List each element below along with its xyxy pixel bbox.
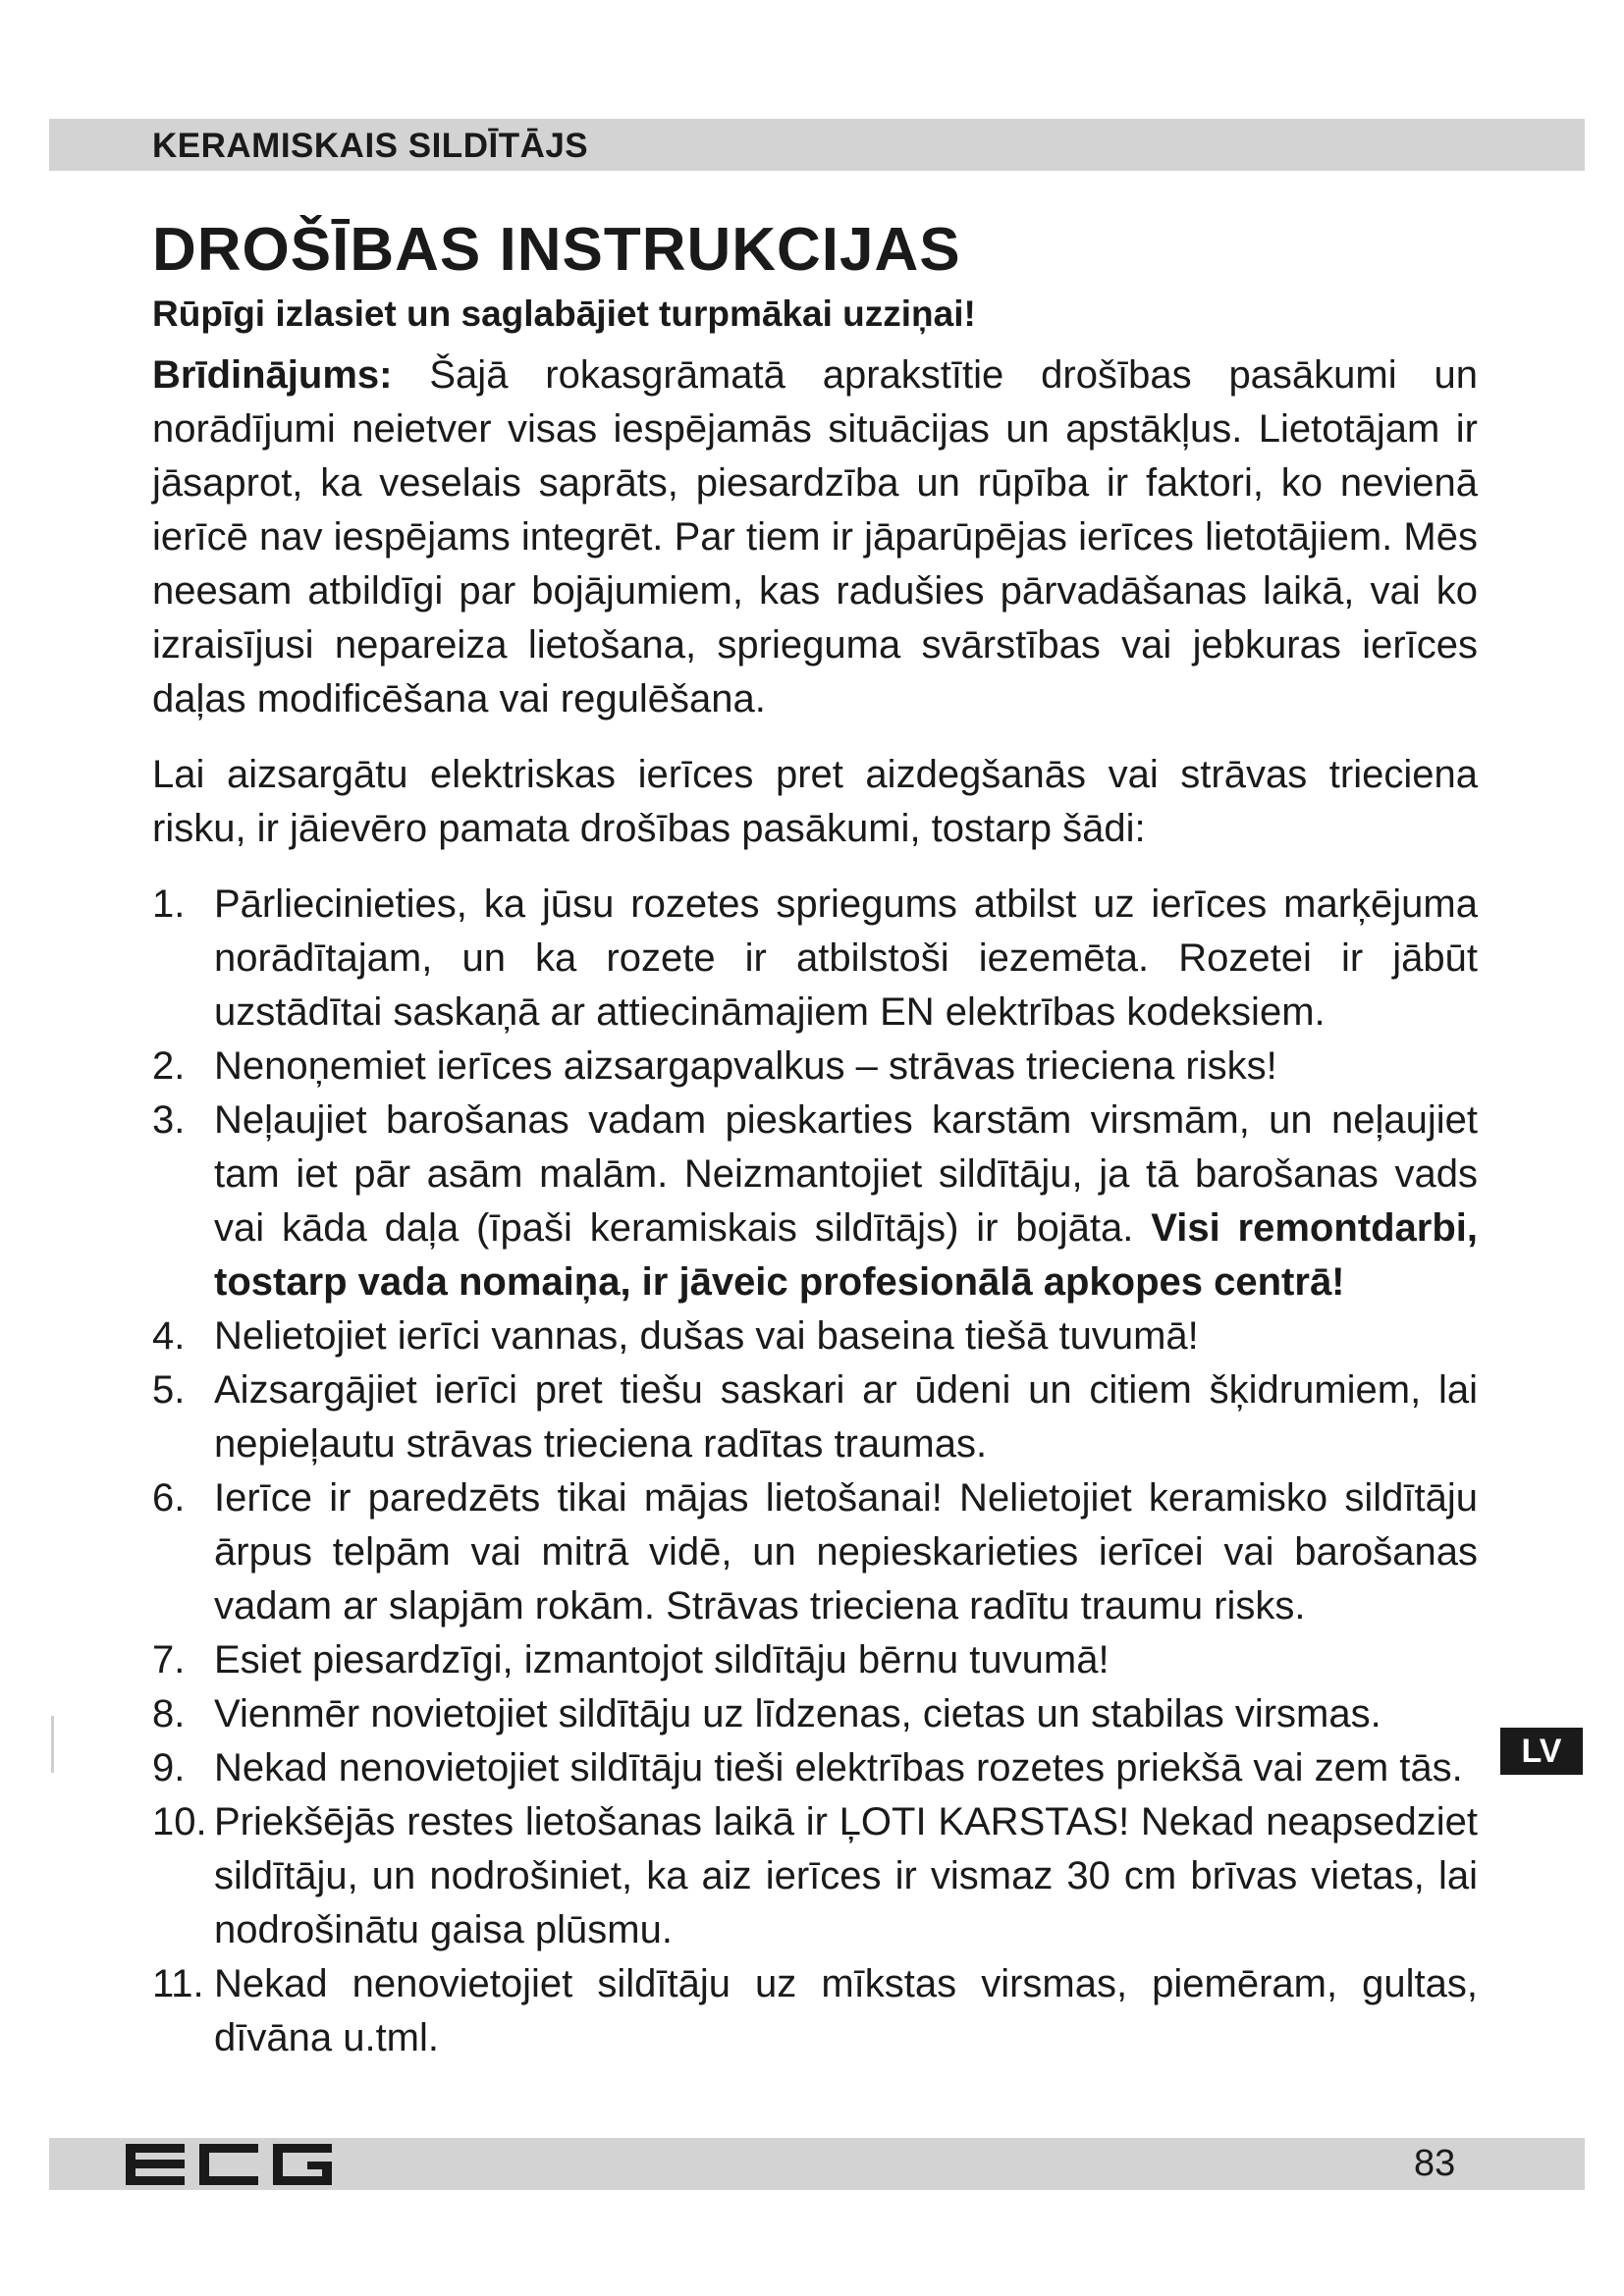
list-item	[152, 1094, 1478, 1309]
language-badge: LV	[1500, 1728, 1583, 1775]
list-item-number: 6.	[152, 1476, 186, 1520]
list-item-text: Vienmēr novietojiet sildītāju uz līdzenas, cietas un stabilas virsmas.	[214, 1692, 1381, 1735]
page-subtitle: Rūpīgi izlasiet un saglabājiet turpmākai uzziņai!	[152, 294, 976, 334]
list-item-number: 3.	[152, 1098, 186, 1142]
list-item-number: 10.	[152, 1800, 207, 1843]
margin-mark	[51, 1716, 54, 1773]
list-item-number: 7.	[152, 1638, 186, 1682]
list-item-text: Aizsargājiet ierīci pret tiešu saskari ar ūdeni un citiem šķidrumiem, lai nepieļautu strāvas trieciena radītas traumas.	[214, 1368, 1478, 1466]
list-item-text: Esiet piesardzīgi, izmantojot sildītāju bērnu tuvumā!	[214, 1638, 1110, 1682]
header-title: KERAMISKAIS SILDĪTĀJS	[152, 127, 589, 165]
list-item	[152, 1363, 1478, 1471]
warning-label: Brīdinājums:	[152, 353, 393, 397]
list-item-text: Nelietojiet ierīci vannas, dušas vai baseina tiešā tuvumā!	[214, 1314, 1199, 1358]
list-item	[152, 1309, 1478, 1363]
header-bar	[49, 119, 1585, 171]
list-item	[152, 1633, 1478, 1687]
list-item-number: 5.	[152, 1368, 186, 1412]
list-item-text: Nenoņemiet ierīces aizsargapvalkus – strāvas trieciena risks!	[214, 1044, 1277, 1088]
list-item-number: 9.	[152, 1746, 186, 1789]
list-item-number: 1.	[152, 882, 186, 926]
list-item	[152, 1795, 1478, 1957]
list-item	[152, 1471, 1478, 1633]
list-item	[152, 1957, 1478, 2065]
list-item	[152, 1040, 1478, 1094]
list-item-text: Nekad nenovietojiet sildītāju uz mīkstas virsmas, piemēram, gultas, dīvāna u.tml.	[214, 1962, 1478, 2059]
list-item-text: Priekšējās restes lietošanas laikā ir ĻOTI KARSTAS! Nekad neapsedziet sildītāju, un nodrošiniet, ka aiz ierīces ir vismaz 30 cm brīvas vietas, lai nodrošinātu gaisa plūsmu.	[214, 1800, 1478, 1951]
main-content	[152, 211, 1478, 2065]
warning-paragraph	[152, 348, 1478, 726]
list-item-text: Pārliecinieties, ka jūsu rozetes spriegums atbilst uz ierīces marķējuma norādītajam, un ka rozete ir atbilstoši iezemēta. Rozetei ir jābūt uzstādītai saskaņā ar attiecināmajiem EN elektrības kodeksiem.	[214, 882, 1478, 1034]
list-item	[152, 1687, 1478, 1741]
page-number: 83	[1414, 2143, 1456, 2184]
list-item	[152, 1741, 1478, 1795]
list-item-number: 2.	[152, 1044, 186, 1088]
warning-text: Šajā rokasgrāmatā aprakstītie drošības pasākumi un norādījumi neietver visas iespējamās situācijas un apstākļus. Lietotājam ir jāsaprot, ka veselais saprāts, piesardzība un rūpība ir faktori, ko nevienā ierīcē nav iespējams integrēt. Par tiem ir jāparūpējas ierīces lietotājiem. Mēs neesam atbildīgi par bojājumiem, kas radušies pārvadāšanas laikā, vai ko izraisījusi nepareiza lietošana, sprieguma svārstības vai jebkuras ierīces daļas modificēšana vai regulēšana.	[152, 353, 1478, 721]
list-item-text: Nekad nenovietojiet sildītāju tieši elektrības rozetes priekšā vai zem tās.	[214, 1746, 1463, 1789]
list-item-number: 4.	[152, 1314, 186, 1358]
list-item-text: Neļaujiet barošanas vadam pieskarties karstām virsmām, un neļaujiet tam iet pār asām malām. Neizmantojiet sildītāju, ja tā barošanas vads vai kāda daļa (īpaši keramiskais sildītājs) ir bojāta.	[214, 1098, 1478, 1250]
list-item	[152, 878, 1478, 1040]
list-item-number: 11.	[152, 1962, 204, 2005]
safety-list	[152, 878, 1478, 2065]
intro-paragraph: Lai aizsargātu elektriskas ierīces pret aizdegšanās vai strāvas trieciena risku, ir jāievēro pamata drošības pasākumi, tostarp šādi:	[152, 753, 1478, 850]
list-item-text: Ierīce ir paredzēts tikai mājas lietošanai! Nelietojiet keramisko sildītāju ārpus telpām vai mitrā vidē, un nepieskarieties ierīcei vai barošanas vadam ar slapjām rokām. Strāvas trieciena radītu traumu risks.	[214, 1476, 1478, 1628]
ecg-logo	[126, 2144, 332, 2185]
page-title: DROŠĪBAS INSTRUKCIJAS	[152, 216, 961, 284]
list-item-bold-text: Visi remontdarbi, tostarp vada nomaiņa, ir jāveic profesionālā apkopes centrā!	[214, 1206, 1478, 1304]
list-item-number: 8.	[152, 1692, 186, 1735]
